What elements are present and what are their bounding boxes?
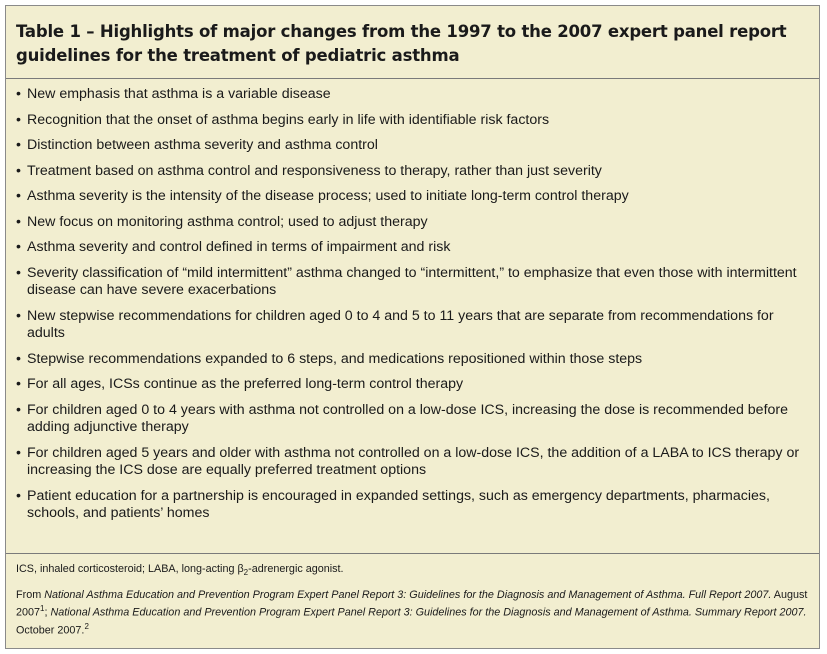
bullet-icon: • xyxy=(16,444,21,461)
list-item xyxy=(16,308,811,343)
source-citation-1: 1 xyxy=(40,604,45,614)
table-title: Table 1 – Highlights of major changes from the 1997 to the 2007 expert panel report guidelines for the treatment of pediatric asthma xyxy=(16,22,787,65)
abbreviations-note xyxy=(16,562,811,581)
source-reference-2: National Asthma Education and Prevention Program Expert Panel Report 3: Guidelines for the Diagnosis and Management of Asthma. Summary Report 2007. xyxy=(50,606,807,619)
list-item xyxy=(16,239,811,257)
bullet-icon: • xyxy=(16,487,21,504)
list-item-text: For children aged 0 to 4 years with asthma not controlled on a low-dose ICS, increasing the dose is recommended before adding adjunctive therapy xyxy=(27,401,789,435)
bullet-icon: • xyxy=(16,350,21,367)
footnotes xyxy=(16,562,811,645)
source-date-2: October 2007. xyxy=(16,624,85,637)
bullet-icon: • xyxy=(16,162,21,179)
list-item xyxy=(16,488,811,523)
list-item xyxy=(16,214,811,232)
bullet-icon: • xyxy=(16,239,21,255)
abbrev-text-end: -adrenergic agonist. xyxy=(248,563,344,575)
bullet-icon: • xyxy=(16,213,21,230)
abbrev-subscript: 2 xyxy=(243,568,249,578)
bullet-icon: • xyxy=(16,86,21,102)
list-item-text: For all ages, ICSs continue as the preferred long-term control therapy xyxy=(27,376,464,392)
list-item-text: New emphasis that asthma is a variable disease xyxy=(27,86,331,102)
list-item xyxy=(16,137,811,155)
footnote-divider xyxy=(6,553,819,554)
source-citation-2: 2 xyxy=(84,622,89,632)
list-item xyxy=(16,402,811,437)
list-item-text: Distinction between asthma severity and asthma control xyxy=(27,137,378,153)
list-item-text: Severity classification of “mild intermittent” asthma changed to “intermittent,” to emphasize that even those with intermittent disease can have severe exacerbations xyxy=(27,264,797,298)
list-item-text: Asthma severity and control defined in terms of impairment and risk xyxy=(27,239,451,255)
source-separator: ; xyxy=(44,606,51,619)
abbrev-text: ICS, inhaled corticosteroid; LABA, long-acting β xyxy=(16,563,244,575)
list-item-text: New focus on monitoring asthma control; used to adjust therapy xyxy=(27,213,428,230)
list-item xyxy=(16,163,811,181)
list-item-text: Stepwise recommendations expanded to 6 steps, and medications repositioned within those steps xyxy=(27,350,643,367)
list-item-text: Treatment based on asthma control and responsiveness to therapy, rather than just severity xyxy=(27,162,602,179)
list-item xyxy=(16,445,811,480)
bullet-icon: • xyxy=(16,111,21,128)
table-box xyxy=(5,5,820,649)
bullet-icon: • xyxy=(16,307,21,324)
list-item-text: Patient education for a partnership is encouraged in expanded settings, such as emergency departments, pharmacies, schools, and patients’ homes xyxy=(27,487,770,521)
list-item xyxy=(16,351,811,369)
source-note xyxy=(16,588,811,639)
list-item xyxy=(16,188,811,206)
list-item xyxy=(16,112,811,130)
highlights-list xyxy=(16,86,811,531)
bullet-icon: • xyxy=(16,188,21,204)
source-reference-1: National Asthma Education and Prevention Program Expert Panel Report 3: Guidelines for the Diagnosis and Management of Asthma. Full Report 2007. xyxy=(44,588,772,601)
list-item-text: Asthma severity is the intensity of the disease process; used to initiate long-term control therapy xyxy=(27,188,629,204)
list-item-text: For children aged 5 years and older with asthma not controlled on a low-dose ICS, the addition of a LABA to ICS therapy or increasing the ICS dose are equally preferred treatment options xyxy=(27,444,800,478)
title-divider xyxy=(6,78,819,79)
source-prefix: From xyxy=(16,588,45,601)
bullet-icon: • xyxy=(16,264,21,281)
bullet-icon: • xyxy=(16,137,21,153)
list-item xyxy=(16,86,811,104)
list-item xyxy=(16,376,811,394)
list-item xyxy=(16,265,811,300)
list-item-text: Recognition that the onset of asthma begins early in life with identifiable risk factors xyxy=(27,111,550,128)
bullet-icon: • xyxy=(16,401,21,418)
source-date-1: August 2007 xyxy=(16,588,808,619)
bullet-icon: • xyxy=(16,376,21,392)
list-item-text: New stepwise recommendations for children aged 0 to 4 and 5 to 11 years that are separate from recommendations for adults xyxy=(27,307,774,341)
